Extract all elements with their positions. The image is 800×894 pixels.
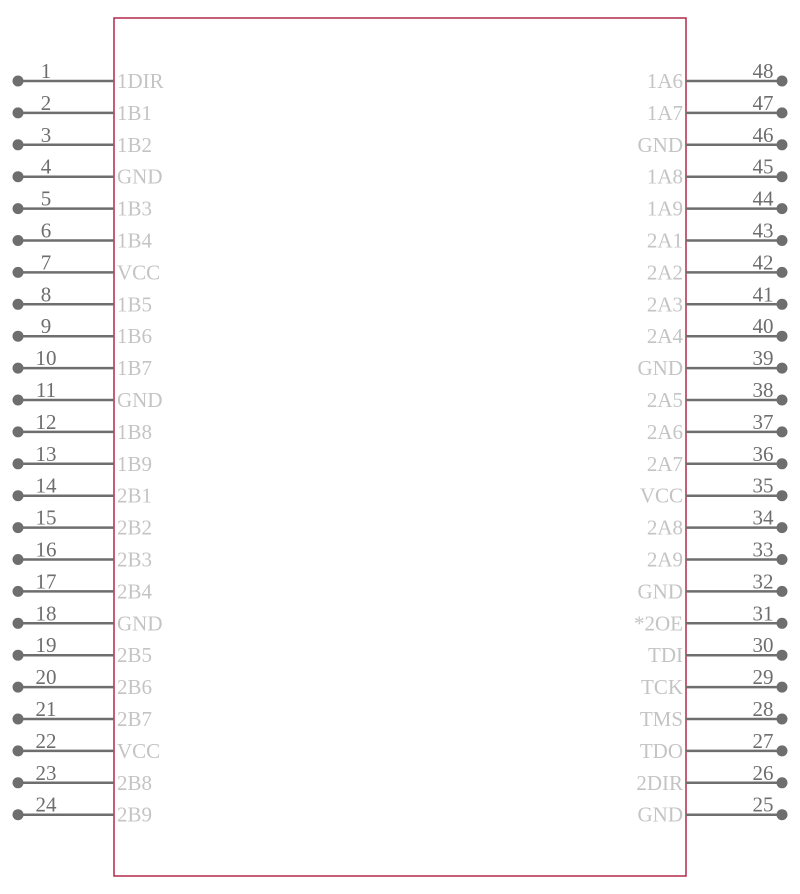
right-pin-column [634,59,788,827]
pin-name: 2A1 [646,228,683,253]
pin-35 [640,474,788,508]
pin-24 [13,793,153,827]
pin-11 [13,378,163,412]
pin-5 [13,187,153,221]
pin-number: 41 [752,282,774,307]
pin-name: 2B7 [117,707,153,731]
pin-number: 6 [40,218,52,243]
pin-number: 11 [35,378,57,402]
pin-number: 18 [35,601,57,626]
pin-name: 2B4 [117,579,153,604]
pin-31 [634,601,788,635]
pin-23 [13,761,153,795]
pin-endpoint-dot [13,522,24,533]
pin-name: 1A6 [646,69,683,93]
pin-name: 2A7 [646,451,683,476]
pin-endpoint-dot [777,363,788,374]
pin-endpoint-dot [777,714,788,725]
pin-19 [13,633,153,667]
pin-name: 1B9 [117,451,153,476]
pin-name: 1A7 [646,100,683,125]
pin-name: 2A9 [646,547,683,572]
pin-endpoint-dot [13,171,24,182]
pin-number: 47 [752,90,774,115]
pin-name: 1B3 [117,196,153,221]
pin-3 [13,123,153,157]
pin-number: 43 [752,218,774,243]
pin-number: 26 [752,760,774,785]
pin-number: 44 [752,186,774,211]
pin-12 [13,410,153,444]
pin-38 [647,378,788,412]
pin-number: 31 [752,601,774,626]
pin-endpoint-dot [777,299,788,310]
pin-8 [13,282,153,316]
pin-endpoint-dot [777,235,788,246]
pin-17 [13,569,153,603]
pin-name: TDI [648,643,683,668]
pin-name: *2OE [634,611,683,636]
pin-number: 7 [40,250,52,275]
pin-number: 42 [752,250,774,275]
pin-number: 35 [752,473,774,498]
pin-name: GND [117,388,163,412]
pin-number: 39 [752,346,774,371]
pin-endpoint-dot [13,331,24,342]
pin-number: 34 [752,505,774,530]
pin-name: 2A8 [646,515,683,540]
pin-endpoint-dot [777,171,788,182]
pin-endpoint-dot [13,650,24,661]
pin-number: 21 [35,697,57,721]
pin-33 [647,538,788,572]
pin-endpoint-dot [13,458,24,469]
pin-number: 10 [35,346,57,371]
pin-name: 2B8 [117,770,153,795]
pin-25 [638,793,788,827]
pin-39 [638,346,788,380]
pin-endpoint-dot [13,490,24,501]
pin-name: 1B1 [117,100,153,125]
pin-36 [647,442,788,476]
pin-number: 45 [752,154,774,179]
pin-48 [647,59,788,93]
pin-9 [13,314,153,348]
pin-number: 48 [752,59,774,83]
pin-endpoint-dot [777,267,788,278]
pin-name: VCC [639,483,683,508]
pin-number: 24 [35,792,57,817]
pin-30 [648,633,788,667]
pin-endpoint-dot [13,203,24,214]
pin-name: 2A3 [646,292,683,317]
pin-endpoint-dot [13,809,24,820]
pin-number: 4 [40,154,52,179]
pin-27 [640,729,788,763]
pin-endpoint-dot [13,395,24,406]
pin-name: 1A9 [646,196,683,221]
pin-endpoint-dot [777,395,788,406]
pin-name: GND [637,802,683,827]
pin-number: 38 [752,378,774,402]
pin-10 [13,346,153,380]
pin-46 [638,123,788,157]
pin-endpoint-dot [13,363,24,374]
pin-endpoint-dot [777,76,788,87]
pin-40 [647,314,788,348]
pin-name: GND [117,164,163,189]
pin-47 [647,91,788,125]
pin-number: 8 [40,282,52,307]
pin-number: 5 [40,186,52,211]
pin-number: 25 [752,792,774,817]
pin-endpoint-dot [13,745,24,756]
left-pin-column [13,59,164,827]
pin-name: 2B1 [117,483,153,508]
pin-endpoint-dot [777,458,788,469]
pin-number: 17 [35,569,57,594]
pin-endpoint-dot [13,426,24,437]
pin-number: 28 [752,697,774,721]
pin-number: 13 [35,441,57,466]
pin-name: 1DIR [117,69,164,93]
pin-name: TMS [639,707,683,731]
pin-name: TCK [641,675,683,700]
pin-endpoint-dot [13,267,24,278]
pin-43 [647,219,788,253]
pin-endpoint-dot [777,809,788,820]
pin-endpoint-dot [777,522,788,533]
pin-endpoint-dot [13,554,24,565]
pin-name: 1B7 [117,356,153,381]
pin-number: 15 [35,505,57,530]
pin-name: 2B3 [117,547,153,572]
pin-name: 2B2 [117,515,153,540]
pin-endpoint-dot [777,139,788,150]
pin-number: 22 [35,728,57,753]
pin-2 [13,91,153,125]
pin-name: 1B8 [117,419,153,444]
pin-name: 1B4 [117,228,153,253]
pin-name: 2B9 [117,802,153,827]
pin-number: 16 [35,537,57,562]
pin-endpoint-dot [13,618,24,629]
pin-name: 2B6 [117,675,153,700]
pin-name: GND [637,356,683,381]
pin-endpoint-dot [13,139,24,150]
pin-number: 23 [35,760,57,785]
pin-endpoint-dot [777,650,788,661]
pin-name: GND [117,611,163,636]
pin-13 [13,442,153,476]
pin-44 [647,187,788,221]
pin-name: GND [637,132,683,157]
pin-name: 2A2 [646,260,683,285]
pin-number: 40 [752,314,774,339]
pin-41 [647,282,788,316]
pin-number: 32 [752,569,774,594]
pin-endpoint-dot [777,777,788,788]
pin-4 [13,155,163,189]
pin-37 [647,410,788,444]
pin-number: 19 [35,633,57,658]
pin-number: 2 [40,90,52,115]
pin-45 [647,155,788,189]
pin-number: 3 [40,122,52,147]
pin-32 [638,569,788,603]
pin-endpoint-dot [777,107,788,118]
pin-number: 20 [35,665,57,690]
pin-number: 9 [40,314,52,339]
pin-name: VCC [117,260,161,285]
pin-number: 46 [752,122,774,147]
pin-name: 2DIR [636,770,683,795]
pin-22 [13,729,161,763]
pin-14 [13,474,153,508]
pin-endpoint-dot [777,618,788,629]
pin-26 [636,761,787,795]
pin-name: 1B6 [117,324,153,349]
pin-28 [640,697,788,731]
pin-name: 2B5 [117,643,153,668]
pin-endpoint-dot [777,682,788,693]
pin-endpoint-dot [777,331,788,342]
pin-name: TDO [639,738,683,763]
ic-body-outline [114,18,686,876]
pin-number: 30 [752,633,774,658]
pin-endpoint-dot [13,235,24,246]
pin-21 [13,697,153,731]
pin-name: 2A4 [646,324,683,349]
pin-endpoint-dot [777,586,788,597]
pin-7 [13,250,161,284]
pin-29 [641,665,788,699]
pin-endpoint-dot [777,203,788,214]
pin-1 [13,59,164,93]
pin-number: 14 [35,473,57,498]
pin-number: 27 [752,728,774,753]
pin-name: VCC [117,738,161,763]
pin-20 [13,665,153,699]
pin-number: 36 [752,441,774,466]
pin-endpoint-dot [13,682,24,693]
pin-name: 2A5 [646,388,683,412]
pin-number: 12 [35,409,57,434]
pin-name: 2A6 [646,419,683,444]
pin-endpoint-dot [13,777,24,788]
pin-6 [13,219,153,253]
pin-name: 1B2 [117,132,153,157]
pin-endpoint-dot [777,554,788,565]
pin-number: 33 [752,537,774,562]
pin-endpoint-dot [777,426,788,437]
pin-number: 37 [752,409,774,434]
pin-endpoint-dot [13,107,24,118]
pin-endpoint-dot [777,490,788,501]
pin-endpoint-dot [777,745,788,756]
pin-name: 1B5 [117,292,153,317]
pin-number: 1 [40,59,52,83]
pin-name: GND [637,579,683,604]
pin-18 [13,601,163,635]
pin-endpoint-dot [13,76,24,87]
pin-name: 1A8 [646,164,683,189]
pin-endpoint-dot [13,714,24,725]
pin-16 [13,538,153,572]
pin-15 [13,506,153,540]
pin-endpoint-dot [13,299,24,310]
pin-42 [647,250,788,284]
pin-34 [647,506,788,540]
pin-number: 29 [752,665,774,690]
pin-endpoint-dot [13,586,24,597]
